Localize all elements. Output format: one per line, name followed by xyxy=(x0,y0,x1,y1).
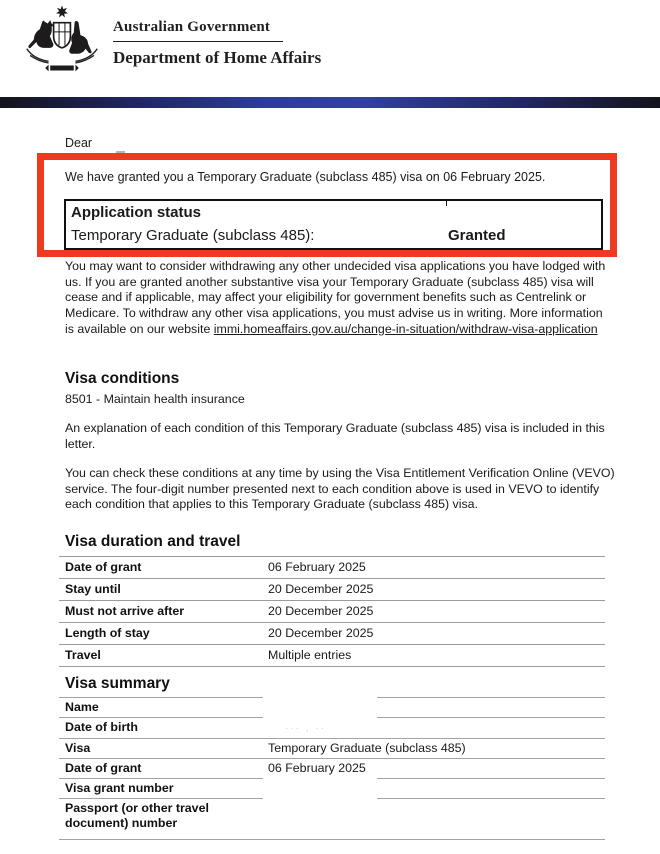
table-row xyxy=(59,556,605,578)
row-value: 20 December 2025 xyxy=(268,582,374,596)
withdraw-link[interactable]: immi.homeaffairs.gov.au/ xyxy=(213,321,352,336)
visa-duration-heading: Visa duration and travel xyxy=(65,533,241,550)
row-label: Visa grant number xyxy=(65,781,174,795)
row-label: Passport (or other travel document) number xyxy=(65,801,209,830)
table-row xyxy=(59,798,605,839)
table-rule xyxy=(59,839,605,840)
withdraw-paragraph-text: You may want to consider withdrawing any other undecided visa applications you have lodged with us. If you are granted another substantive visa your Temporary Graduate (subclass 485) visa will cease and if applicable, may affect your eligibility for government benefits such as Centrelink or Medicare. To withdraw any other visa applications, you must advise us in writing. More information is available on our website xyxy=(65,259,606,336)
blue-gradient-banner xyxy=(0,97,660,108)
condition-8501: 8501 - Maintain health insurance xyxy=(65,392,245,406)
row-label: Date of grant xyxy=(65,560,142,574)
table-row xyxy=(59,578,605,600)
table-row xyxy=(59,644,605,667)
row-value: Multiple entries xyxy=(268,648,352,662)
salutation: Dear xyxy=(65,136,93,150)
row-value: 20 December 2025 xyxy=(268,626,374,640)
row-value: 06 February 2025 xyxy=(268,560,366,574)
row-label: Date of grant xyxy=(65,761,142,775)
table-row xyxy=(59,600,605,622)
row-label: Length of stay xyxy=(65,626,150,640)
header-divider xyxy=(113,41,283,42)
visa-summary-heading: Visa summary xyxy=(65,675,170,692)
table-row xyxy=(59,717,605,738)
status-granted-value: Granted xyxy=(448,227,506,244)
visa-summary-table xyxy=(59,697,605,840)
department-title: Department of Home Affairs xyxy=(113,48,322,67)
row-label: Date of birth xyxy=(65,720,138,734)
row-value: Temporary Graduate (subclass 485) xyxy=(268,741,466,755)
header-wordmark xyxy=(113,19,321,68)
application-status-box xyxy=(64,199,603,250)
row-value: 20 December 2025 xyxy=(268,604,374,618)
table-row xyxy=(59,738,605,758)
table-row xyxy=(59,697,605,717)
row-label: Name xyxy=(65,700,99,714)
application-status-title: Application status xyxy=(71,204,202,221)
table-row xyxy=(59,758,605,778)
status-visa-label: Temporary Graduate (subclass 485): xyxy=(71,227,315,244)
government-title: Australian Government xyxy=(113,19,271,35)
visa-conditions-heading: Visa conditions xyxy=(65,370,180,387)
vevo-paragraph: You can check these conditions at any time by using the Visa Entitlement Verification Online (VEVO) service. The four-digit number presented next to each condition above is used in VEVO to identify each condition that applies to this Temporary Graduate (subclass 485) visa. xyxy=(65,466,615,512)
condition-explanation-paragraph: An explanation of each condition of this Temporary Graduate (subclass 485) visa is included in this letter. xyxy=(65,421,605,451)
redacted-value-remnant: ··· , ·· xyxy=(285,723,326,734)
row-label: Must not arrive after xyxy=(65,604,185,618)
australian-coat-of-arms-icon xyxy=(20,5,104,79)
row-label: Visa xyxy=(65,741,91,755)
row-label: Travel xyxy=(65,648,101,662)
table-row xyxy=(59,622,605,644)
grant-highlight-box xyxy=(37,153,617,257)
status-column-divider xyxy=(446,201,447,206)
grant-sentence: We have granted you a Temporary Graduate (subclass 485) visa on 06 February 2025. xyxy=(65,170,546,184)
row-label: Stay until xyxy=(65,582,121,596)
visa-duration-table xyxy=(59,556,605,667)
row-value: 06 February 2025 xyxy=(268,761,366,775)
withdraw-link-continued[interactable]: change-in-situation/withdraw-visa-application xyxy=(351,321,598,336)
table-row xyxy=(59,778,605,798)
withdraw-paragraph xyxy=(65,259,615,338)
